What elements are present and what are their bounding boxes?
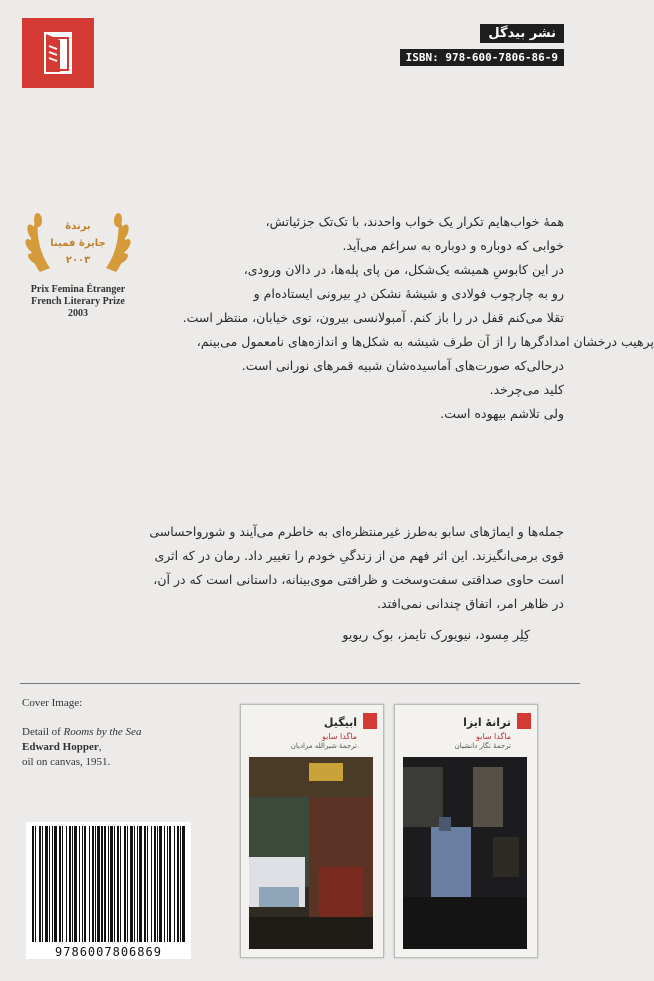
book-author: ماگدا سابو xyxy=(322,732,357,741)
painting-title: Rooms by the Sea xyxy=(63,726,142,738)
excerpt-line: کلید می‌چرخد. xyxy=(489,382,564,397)
review-line: جمله‌ها و ایماژهای سابو به‌طرز غیرمنتظره‌ای به خاطرم می‌آیند و شور‌واحساسی xyxy=(149,524,564,539)
book-cover-abigail xyxy=(240,704,384,958)
review-attribution: کِلِر مِسود، نیویورک تایمز، بوک ریویو xyxy=(342,627,530,642)
book-author: ماگدا سابو xyxy=(476,732,511,741)
excerpt-line: همهٔ خواب‌هایم تکرار یک خواب واحدند، با تک‌تک جزئیاتش، xyxy=(265,214,564,229)
cover-credit-heading: Cover Image: xyxy=(22,697,83,709)
review-line: در ظاهر امر، اتفاق چندانی نمی‌افتد. xyxy=(377,596,564,611)
excerpt-line: ولی تلاشم بیهوده است. xyxy=(440,406,564,421)
excerpt-line: درحالی‌که صورت‌های آماسیده‌شان شبیه قمرهای نورانی است. xyxy=(241,358,564,373)
book-title: ترانهٔ ایزا xyxy=(463,716,511,729)
excerpt-line: تقلا می‌کنم قفل در را باز کنم. آمبولانسی بیرون، توی خیابان، منتظر است. xyxy=(182,310,564,325)
award-badge xyxy=(14,202,142,320)
award-line-1: برندهٔ xyxy=(65,221,91,232)
excerpt-line: خوابی که دوباره و دوباره به سراغم می‌آید. xyxy=(342,238,564,253)
award-subtitle-en: French Literary Prize xyxy=(31,296,125,307)
publisher-logo-small xyxy=(517,713,531,729)
book-translator: ترجمهٔ نگار دانشیان xyxy=(454,742,511,750)
book-translator: ترجمهٔ شیرالله مرادیان xyxy=(290,742,357,750)
award-name-en: Prix Femina Étranger xyxy=(30,284,126,295)
book-title: ابیگیل xyxy=(323,716,357,729)
barcode-number: 9786007806869 xyxy=(26,945,191,959)
cover-credit: Cover Image: Detail of Rooms by the Sea Edward Hopper, oil on canvas, 1951. xyxy=(22,696,212,770)
excerpt-line: در این کابوسِ همیشه یک‌شکل، من پای پله‌ها، در دالان ورودی، xyxy=(243,262,564,277)
review-paragraph xyxy=(44,520,564,616)
book-cover-iza xyxy=(394,704,538,958)
publisher-name: نشر بیدگل xyxy=(480,24,564,43)
award-year-fa: ۲۰۰۳ xyxy=(65,255,91,266)
cover-credit-prefix: Detail of xyxy=(22,726,64,738)
painting-medium: oil on canvas, 1951. xyxy=(22,756,111,768)
review-line: قوی برمی‌انگیزند. این اثر فهم من از زندگیِ خودم را تغییر داد. رمان در که اثری xyxy=(154,548,564,563)
award-year-en: 2003 xyxy=(68,308,88,319)
excerpt-line: پرهیب درخشان امدادگرها را از آن طرف شیشه به شکل‌ها و اندازه‌های نامعمول می‌بینم، xyxy=(196,334,654,349)
publisher-logo-small xyxy=(363,713,377,729)
publisher-logo xyxy=(22,18,94,88)
cover-painting xyxy=(403,757,529,949)
artist-name: Edward Hopper xyxy=(22,741,99,753)
review-line: است حاوی صداقتی سفت‌وسخت و ظرافتی موی‌بینانه، داستانی است که در آن، xyxy=(153,572,564,587)
cover-painting xyxy=(249,757,375,949)
barcode xyxy=(26,822,191,959)
excerpt-line: رو به چارچوب فولادی و شیشهٔ نشکن درِ بیرونی ایستاده‌ام و xyxy=(253,286,564,301)
excerpt-paragraph xyxy=(144,210,654,426)
isbn-label: ISBN: 978-600-7806-86-9 xyxy=(400,49,564,66)
divider xyxy=(20,683,580,684)
award-line-2: جایزهٔ فمینا xyxy=(50,238,106,249)
